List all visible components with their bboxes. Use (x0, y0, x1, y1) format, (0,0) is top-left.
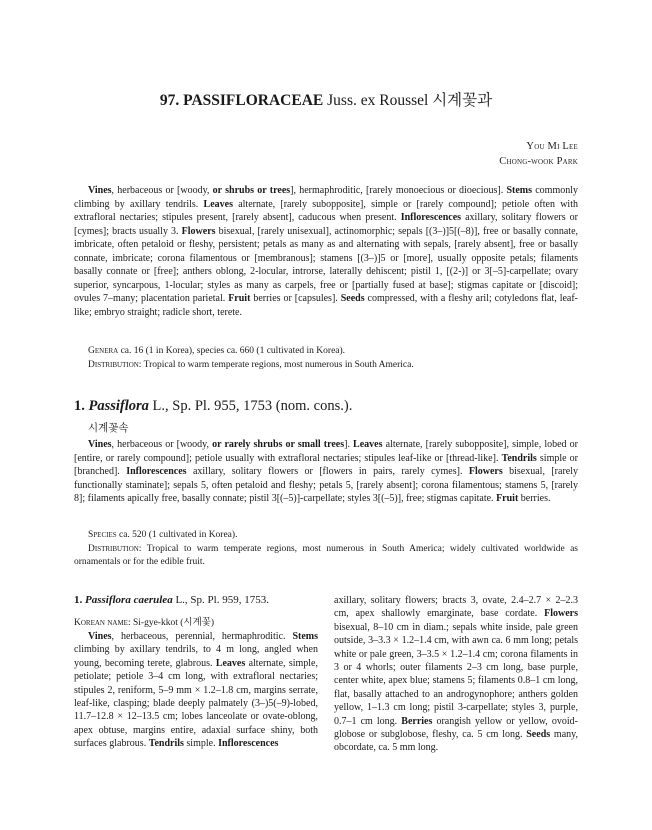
text: , herbaceous or [woody, (111, 439, 213, 450)
species-citation: L., Sp. Pl. 959, 1753. (172, 594, 269, 606)
text: axillary, solitary flowers or [flowers in pairs, rarely cymes]. (186, 466, 469, 477)
korean-name-text: Si-gye-kkot ( (130, 618, 184, 628)
term-shrubs: or shrubs or trees (212, 185, 291, 196)
term-vines: Vines (88, 631, 112, 642)
distribution-label: Distribution: (88, 360, 142, 370)
text: alternate, [rarely subopposite], simple or [rarely compound]; petiole often with extrafloral nectaries; stipules present, [rarely absent], caducous when present. (74, 198, 578, 223)
genus-citation: L., Sp. Pl. 955, 1753 (nom. cons.). (148, 398, 353, 414)
species-number: 1. (74, 594, 85, 606)
species-description-col-2 (334, 594, 578, 810)
text: simple or [branched]. (74, 452, 579, 477)
text: , herbaceous, perennial, hermaphroditic. (111, 631, 293, 642)
distribution-label: Distribution: (88, 544, 142, 554)
text: bisexual, [rarely functionally staminate]; sepals 5, often petaloid and fleshy; petals 5, [rarely absent]; corona filamentous; stamens 5, [rarely 8]; filaments apically free, basally connate; pistil 3[(–5)]-carpellate; styles 3[(–5)], free; stigmas capitate. (74, 466, 578, 504)
term-leaves: Leaves (203, 198, 233, 210)
term-inflorescences: Inflorescences (126, 466, 187, 477)
genera-label: Genera (88, 346, 119, 356)
text: compressed, with a fleshy aril; cotyledons flat, leaf-like; embryo straight; radicle short, terete. (74, 293, 579, 318)
text: berries. (518, 493, 551, 504)
distribution-text: Tropical to warm temperate regions, most numerous in South America; widely cultivated worldwide as ornamentals or for the edible fruit. (74, 544, 578, 567)
species-text: ca. 520 (1 cultivated in Korea). (116, 530, 238, 540)
korean-name-label: Korean name: (74, 618, 131, 628)
term-stems: Stems (292, 631, 318, 642)
text: commonly climbing by axillary tendrils. (74, 185, 579, 210)
text: ], hermaphroditic, [rarely monoecious or dioecious]. (290, 185, 507, 196)
term-leaves: Leaves (215, 657, 246, 669)
term-seeds: Seeds (526, 729, 551, 741)
genus-korean-name: 시계꽃속 (88, 422, 129, 434)
text: ]. (344, 439, 354, 450)
text: , herbaceous or [woody, (111, 185, 213, 196)
term-fruit: Fruit (496, 493, 519, 504)
text: many, obcordate, ca. 5 mm long. (334, 729, 578, 754)
term-seeds: Seeds (340, 293, 365, 304)
term-shrubs: or rarely shrubs or small trees (212, 439, 345, 450)
genus-name: Passiflora (88, 398, 149, 414)
text: simple. (183, 738, 219, 750)
term-stems: Stems (506, 185, 532, 196)
term-tendrils: Tendrils (148, 738, 184, 750)
species-description-col-1 (74, 630, 318, 810)
genus-number: 1. (74, 398, 89, 414)
text: alternate, simple, petiolate; petiole 3–4 cm long, with extrafloral nectaries; stipules 2, reniform, 5–9 mm × 1.2–1.8 cm, margins serrate, leaf-like, clasping; blade deeply palmately (3–)5(–9)-lobed, 11.7–12.8 × 12–13.5 cm; lobes lanceolate or ovate-oblong, apex obtuse, margins entire, adaxial surface shiny, both surfaces glabrous. (74, 657, 318, 750)
term-tendrils: Tendrils (501, 452, 537, 464)
family-title-authority: Juss. ex Roussel (323, 92, 433, 109)
text: orangish yellow or yellow, ovoid-globose or subglobose, fleshy, ca. 5 cm long. (334, 715, 578, 741)
term-inflorescences: Inflorescences (218, 738, 279, 750)
term-inflorescences: Inflorescences (400, 212, 462, 223)
author-1: You Mi Lee (526, 141, 578, 152)
term-flowers: Flowers (181, 225, 216, 237)
text: berries or [capsules]. (250, 293, 341, 304)
author-2: Chong-wook Park (499, 156, 578, 167)
term-leaves: Leaves (353, 439, 383, 450)
family-title-korean: 시계꽃과 (432, 91, 493, 109)
genera-text: ca. 16 (1 in Korea), species ca. 660 (1 cultivated in Korea). (118, 346, 346, 356)
text: alternate, [rarely subopposite], simple, lobed or [entire, or rarely compound]; petiole usually with extrafloral nectaries; stipules leaf-like or [thread-like]. (74, 439, 578, 464)
term-vines: Vines (88, 185, 112, 196)
term-vines: Vines (88, 439, 112, 450)
distribution-text: Tropical to warm temperate regions, most numerous in South America. (141, 360, 414, 370)
species-name: Passiflora caerulea (85, 594, 173, 606)
term-flowers: Flowers (544, 608, 578, 620)
text: axillary, solitary flowers or [cymes]; bracts usually 3. (74, 212, 578, 237)
species-label: Species (88, 530, 117, 540)
text: bisexual, [rarely unisexual], actinomorphic; sepals [(3–)]5[(–8)], free or basally connate, imbricate, often petaloid or fleshy, persistent; petals as many as and alternating with sepals, [rarely absent], free or basally connate, imbricate; corona filamentous or [membranous]; stamens [(3–)]5 or [more], usually opposite petals; filaments basally connate or [free]; anthers oblong, 2-locular, introrse, laterally dehiscent; pistil 1, [(2-)] or 3[–5]-carpellate; ovary superior, syncarpous, 1-locular; styles as many as carpels, free or [partially fused at base]; stigmas capitate or [discoid]; ovules 7–many; placentation parietal. (74, 225, 579, 304)
term-fruit: Fruit (228, 293, 251, 304)
family-title-name: 97. PASSIFLORACEAE (159, 92, 324, 109)
term-berries: Berries (401, 715, 433, 727)
korean-name-close: ) (210, 618, 215, 628)
korean-name-hangul: 시계꽃 (183, 617, 211, 628)
text: climbing by axillary tendrils, to 4 m long, angled when young, becoming terete, glabrous. (74, 644, 318, 669)
text: axillary, solitary flowers; bracts 3, ovate, 2.4–2.7 × 2–2.3 cm, apex shallowly emarginate, base cordate. (334, 595, 578, 620)
text: bisexual, 8–10 cm in diam.; sepals white inside, pale green outside, 3–3.3 × 1.2–1.4 cm, with awn ca. 6 mm long; petals white or pale green, 3–3.5 × 1.2–1.4 cm; corona filaments in 3 or 4 whorls; outer filaments 2–3 cm long, base purple, center white, apex blue; stamens 5; filaments 0.8–1 cm long, flat, basally attached to an androgynophore; anthers golden yellow, 1–1.3 cm long; pistil 3-carpellate; styles 3, purple, 0.7–1 cm long. (334, 621, 578, 727)
term-flowers: Flowers (468, 466, 503, 477)
